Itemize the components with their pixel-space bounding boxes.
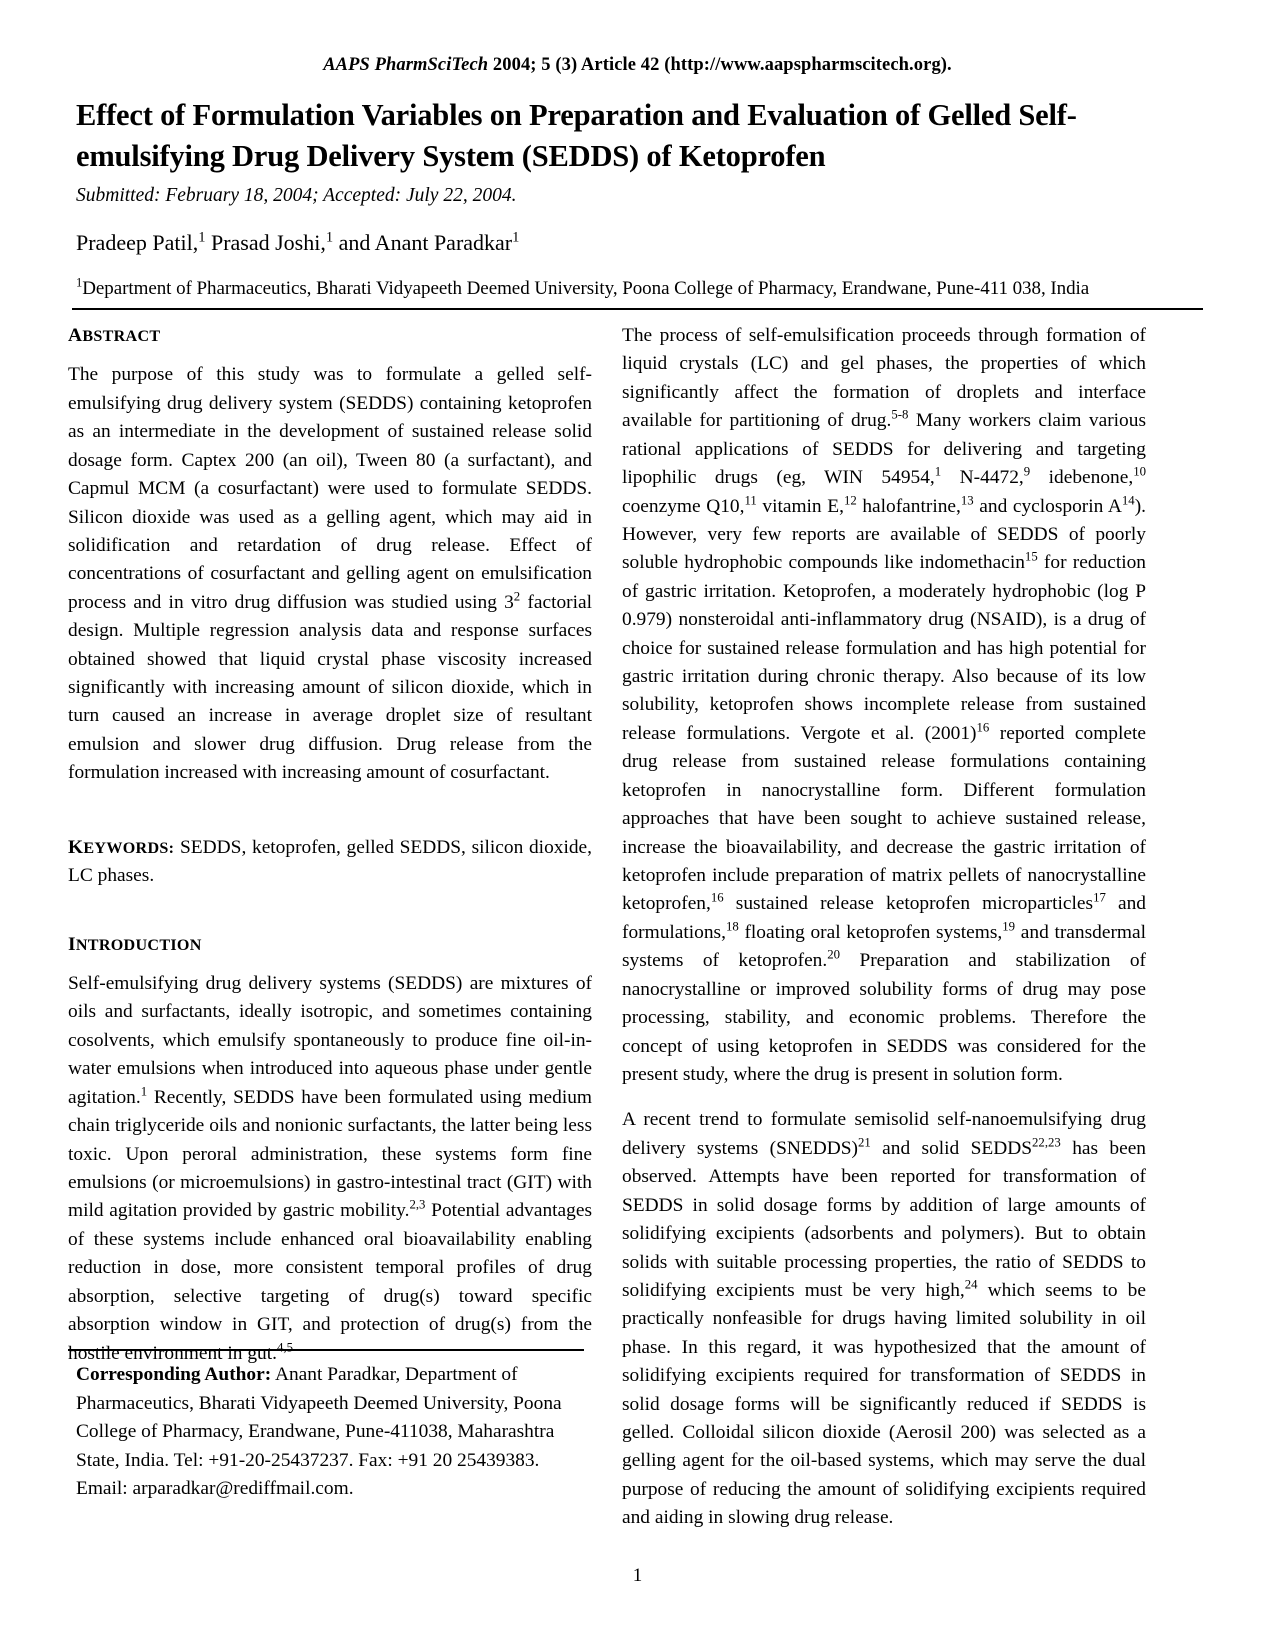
rp1-e: coenzyme Q10, (622, 495, 745, 517)
abstract-paragraph (68, 361, 592, 787)
rp1-l: sustained release ketoprofen microparticles (723, 893, 1094, 915)
affiliation (76, 276, 1201, 303)
abstract-heading-rest: BSTRACT (82, 328, 161, 345)
abstract-text-part2: factorial design. Multiple regression analysis data and response surfaces obtained showed that liquid crystal phase viscosity increased significantly with increasing amount of silicon dioxide, which in turn caused an increase in average droplet size of resultant emulsion and slower drug diffusion. Drug release from the formulation increased with increasing amount of cosurfactant. (68, 591, 592, 784)
running-head-details: 2004; 5 (3) Article 42 (http://www.aapspharmscitech.org). (488, 55, 952, 75)
rp1-n: floating oral ketoprofen systems, (738, 921, 1003, 943)
rp1-k: reported complete drug release from sustained release formulations containing ketoprofen in nanocrystalline form. Different formulation approaches that have been sought to achieve sustained release, increase the bioavailability, and decrease the gastric irritation of ketoprofen include preparation of matrix pellets of nanocrystalline ketoprofen, (622, 722, 1146, 915)
affiliation-text: Department of Pharmaceutics, Bharati Vidyapeeth Deemed University, Poona College of Pharmacy, Erandwane, Pune-411 038, India (82, 278, 1090, 300)
citation-16-vergote: 16 (976, 720, 990, 735)
intro-text-c: Potential advantages of these systems include enhanced oral bioavailability enabling reduction in dose, more consistent temporal profiles of drug absorption, selective targeting of drug(s) toward specific absorption window in GIT, and protection of drug(s) from the hostile environment in gut. (68, 1200, 593, 1364)
citation-20: 20 (827, 947, 841, 962)
author-3: and Anant Paradkar (333, 230, 513, 256)
intro-text-a: Self-emulsifying drug delivery systems (SEDDS) are mixtures of oils and surfactants, ideally isotropic, and sometimes containing cosolvents, which emulsify spontaneously to produce fine oil-in-water emulsions when introduced into aqueous phase under gentle agitation. (68, 973, 592, 1108)
keywords-heading-rest: EYWORDS: (83, 839, 175, 857)
rp1-o: and transdermal systems of ketoprofen. (622, 921, 1146, 972)
rp1-d: idebenone, (1030, 467, 1134, 489)
author-2: Prasad Joshi, (205, 230, 326, 256)
citation-10: 10 (1133, 464, 1146, 479)
intro-text-b: Recently, SEDDS have been formulated using medium chain triglyceride oils and nonionic surfactants, the latter being less toxic. Upon peroral administration, these systems form fine emulsions (or microemulsions) in gastro-intestinal tract (GIT) with mild agitation provided by gastric mobility. (68, 1086, 592, 1222)
submitted-accepted-line: Submitted: February 18, 2004; Accepted: July 22, 2004. (76, 185, 517, 207)
corresponding-author-note (68, 1349, 592, 1504)
corresponding-author-details: Anant Paradkar, Department of Pharmaceutics, Bharati Vidyapeeth Deemed University, Poona College of Pharmacy, Erandwane, Pune-411038, Maharashtra State, India. Tel: +91-20-25437237. Fax: +91 20 25439383. Email: arparadkar@rediffmail.com. (76, 1364, 562, 1500)
rp1-j: for reduction of gastric irritation. Ketoprofen, a moderately hydrophobic (log P 0.979) nonsteroidal anti-inflammatory drug (NSAID), is a drug of choice for sustained release formulation and has high potential for gastric irritation during chronic therapy. Also because of its low solubility, ketoprofen shows incomplete release from sustained release formulations. Vergote et al. (2001) (622, 552, 1146, 744)
introduction-heading (68, 931, 592, 959)
corresponding-author-label: Corresponding Author: (76, 1364, 272, 1385)
rp2-d: which seems to be practically nonfeasible for drugs having limited solubility in oil phase. In this regard, it was hypothesized that the amount of solidifying excipients required for transformation of SEDDS in solid dosage forms will be significantly reduced if SEDDS is gelled. Colloidal silicon dioxide (Aerosil 200) was selected as a gelling agent for the oil-based systems, which may serve the dual purpose of reducing the amount of solidifying excipients required and aiding in slowing drug release. (622, 1279, 1146, 1529)
rp1-a: The process of self-emulsification proceeds through formation of liquid crystals (LC) and gel phases, the properties of which significantly affect the formation of droplets and interface available for partitioning of drug. (622, 325, 1146, 432)
rp1-c: N-4472, (941, 467, 1024, 489)
page-title: Effect of Formulation Variables on Preparation and Evaluation of Gelled Self-emulsifying Drug Delivery System (SEDDS) of Ketoprofen (76, 98, 1077, 173)
rp2-b: and solid SEDDS (870, 1137, 1033, 1159)
keywords-paragraph (68, 834, 592, 891)
citation-21: 21 (858, 1135, 871, 1150)
introduction-heading-initial: I (68, 933, 76, 955)
abstract-factorial-exponent: 2 (513, 589, 521, 604)
citation-17: 17 (1093, 890, 1106, 905)
author-2-affiliation-marker: 1 (325, 229, 334, 246)
citation-11: 11 (744, 493, 757, 508)
rp1-b: Many workers claim various rational applications of SEDDS for delivering and targeting lipophilic drugs (eg, WIN 54954, (622, 410, 1146, 489)
rp2-c: has been observed. Attempts have been reported for transformation of SEDDS in solid dosage forms by addition of large amounts of solidifying excipients (adsorbents and polymers). But to obtain solids with suitable processing properties, the ratio of SEDDS to solidifying excipients must be very high, (622, 1137, 1147, 1301)
citation-18: 18 (725, 919, 739, 934)
keywords-heading (68, 837, 174, 858)
rp1-p: Preparation and stabilization of nanocrystalline or improved solubility forms of drug may pose processing, stability, and economic problems. Therefore the concept of using ketoprofen in SEDDS was considered for the present study, where the drug is present in solution form. (622, 950, 1146, 1085)
citation-19: 19 (1002, 919, 1016, 934)
introduction-paragraph-1 (68, 970, 592, 1368)
rp2-a: A recent trend to formulate semisolid self-nanoemulsifying drug delivery systems (SNEDDS) (622, 1109, 1146, 1159)
introduction-heading-rest: NTRODUCTION (75, 936, 202, 954)
affiliation-marker: 1 (76, 275, 83, 290)
right-paragraph-1 (622, 322, 1146, 1089)
citation-1-win: 1 (934, 464, 942, 479)
journal-name: AAPS PharmSciTech (323, 55, 489, 75)
author-1: Pradeep Patil, (76, 230, 199, 256)
abstract-heading-initial: A (68, 325, 83, 346)
citation-4-5: 4,5 (276, 1340, 293, 1355)
citation-22-23: 22,23 (1032, 1135, 1061, 1150)
rp1-h: and cyclosporin A (973, 495, 1122, 517)
spacer-keywords-introduction (68, 891, 592, 931)
keywords-heading-initial: K (68, 836, 84, 858)
citation-16-pellets: 16 (710, 890, 724, 905)
page-number: 1 (632, 1565, 643, 1586)
right-column (622, 322, 1146, 1533)
abstract-heading (68, 322, 592, 350)
citation-24: 24 (964, 1277, 978, 1292)
author-1-affiliation-marker: 1 (198, 229, 206, 246)
corresponding-author-divider (68, 1349, 584, 1351)
left-column (68, 322, 592, 1368)
header-divider (72, 308, 1203, 310)
rp1-g: halofantrine, (856, 495, 961, 517)
running-head (72, 55, 1203, 76)
corresponding-author-body (68, 1361, 592, 1504)
citation-9: 9 (1023, 464, 1031, 479)
citation-1: 1 (140, 1084, 148, 1099)
citation-12: 12 (843, 493, 857, 508)
author-list (76, 230, 1201, 256)
citation-13: 13 (960, 493, 974, 508)
abstract-text-part1: The purpose of this study was to formulate a gelled self-emulsifying drug delivery system (SEDDS) containing ketoprofen as an intermediate in the development of sustained release solid dosage form. Captex 200 (an oil), Tween 80 (a surfactant), and Capmul MCM (a cosurfactant) were used to formulate SEDDS. Silicon dioxide was used as a gelling agent, which may aid in solidification and retardation of drug release. Effect of concentrations of cosurfactant and gelling agent on emulsification process and in vitro drug diffusion was studied using 3 (68, 364, 592, 613)
author-3-affiliation-marker: 1 (512, 229, 520, 246)
spacer-abstract-keywords (68, 788, 592, 834)
citation-5-8: 5-8 (891, 407, 909, 422)
citation-15: 15 (1024, 549, 1038, 564)
title-block (76, 95, 1201, 303)
rp1-i: ). However, very few reports are available of SEDDS of poorly soluble hydrophobic compounds like indomethacin (622, 495, 1146, 574)
citation-2-3: 2,3 (409, 1197, 426, 1212)
keywords-text: SEDDS, ketoprofen, gelled SEDDS, silicon dioxide, LC phases. (68, 836, 592, 887)
rp1-m: and formulations, (622, 893, 1146, 943)
citation-14: 14 (1121, 493, 1135, 508)
right-paragraph-2 (622, 1106, 1146, 1532)
rp1-f: vitamin E, (756, 495, 844, 517)
